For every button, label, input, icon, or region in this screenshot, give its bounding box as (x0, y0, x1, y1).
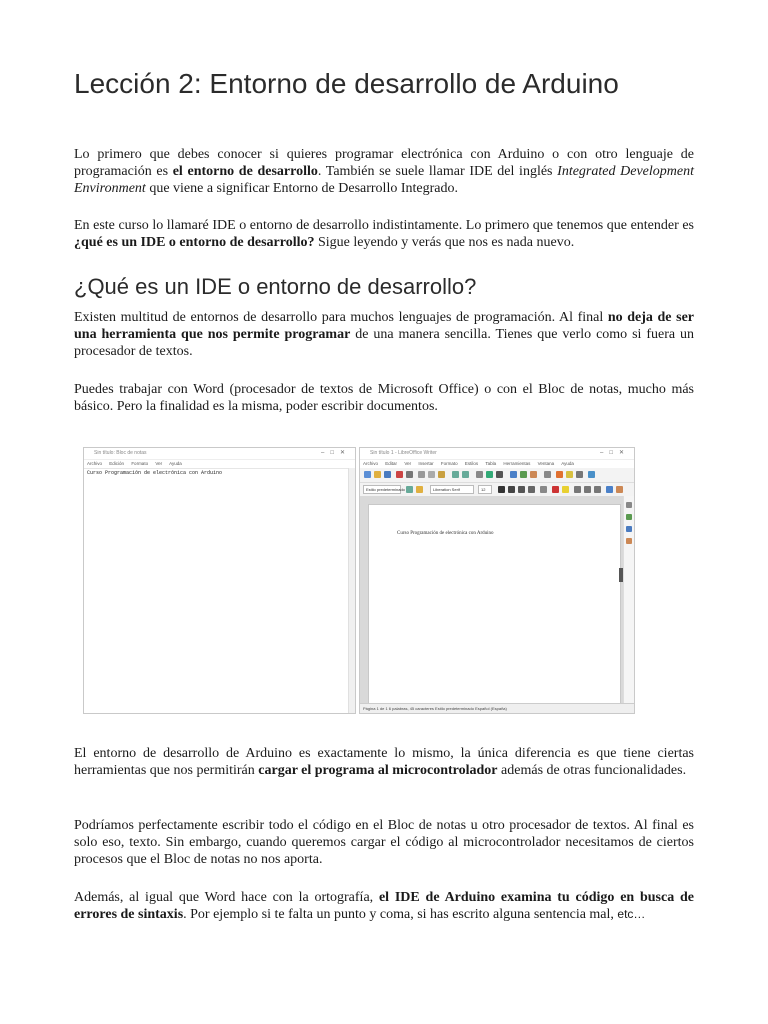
paste-icon (438, 471, 445, 478)
underline-icon (518, 486, 525, 493)
image-icon (520, 471, 527, 478)
menu-archivo: Archivo (87, 461, 103, 466)
document-page-canvas (368, 504, 621, 704)
lesson-title: Lección 2: Entorno de desarrollo de Arduino (74, 68, 619, 99)
text-run: Además, al igual que Word hace con la ortografía, (74, 890, 374, 905)
standard-toolbar (360, 468, 634, 483)
bold-icon (498, 486, 505, 493)
copy-icon (428, 471, 435, 478)
intro-paragraph (74, 146, 694, 197)
menu-formato: Formato (131, 461, 149, 466)
navigator-icon (626, 538, 632, 544)
text-run: En este curso lo llamaré IDE o entorno de desarrollo indistintamente. Lo primero que tenemos que entender es (74, 218, 694, 233)
writer-title: Sin título 1 - LibreOffice Writer (370, 450, 437, 456)
bold-run: cargar el programa al microcontrolador (258, 763, 498, 778)
italic-run: Integrated Development Environment (74, 164, 694, 196)
pdf-icon (396, 471, 403, 478)
text-run: Sigue leyendo y verás que nos es nada nuevo. (317, 235, 575, 250)
menu-ayuda: Ayuda (561, 461, 574, 466)
text-run: de una manera sencilla. Tienes que verlo como si fuera un procesador de textos. (74, 327, 695, 359)
italic-icon (508, 486, 515, 493)
menu-ventana: Ventana (537, 461, 555, 466)
new-style-icon (416, 486, 423, 493)
font-size-box: 12 (478, 485, 492, 494)
comment-icon (566, 471, 573, 478)
align-left-icon (574, 486, 581, 493)
text-run: . También se suele llamar IDE del inglés (317, 164, 553, 179)
syntax-paragraph (74, 889, 694, 923)
formatting-marks-icon (496, 471, 503, 478)
ide-definition-paragraph (74, 309, 694, 360)
text-run: que viene a significar Entorno de Desarrollo Integrado. (149, 181, 458, 196)
paragraph-style-box: Estilo predeterminado (363, 485, 401, 494)
strikethrough-icon (528, 486, 535, 493)
superscript-icon (540, 486, 547, 493)
table-icon (510, 471, 517, 478)
window-controls: –□✕ (600, 450, 630, 456)
styles-icon (626, 514, 632, 520)
writer-menubar (360, 460, 634, 468)
text-run: Lo primero que debes conocer si quieres programar electrónica con Arduino o con otro lenguaje de programación es (74, 147, 694, 179)
open-icon (374, 471, 381, 478)
document-area (360, 496, 624, 704)
bold-run: no deja de ser una herramienta que nos permite programar (74, 310, 694, 342)
notepad-text: Curso Programación de electrónica con Arduino (84, 468, 355, 477)
font-color-icon (552, 486, 559, 493)
word-paragraph: Puedes trabajar con Word (procesador de textos de Microsoft Office) o con el Bloc de notas, mucho más básico. Pero la finalidad es la misma, poder escribir documentos. (74, 382, 694, 414)
menu-ver: Ver (155, 461, 163, 466)
ide-paragraph (74, 217, 694, 251)
notepad-title: Sin título: Bloc de notas (94, 450, 147, 456)
text-run: Existen multitud de entornos de desarrollo para muchos lenguajes de programación. Al final (74, 310, 604, 325)
link-icon (556, 471, 563, 478)
cut-icon (418, 471, 425, 478)
font-name-box: Liberation Serif (430, 485, 474, 494)
notepad-titlebar (84, 448, 355, 460)
field-icon (544, 471, 551, 478)
writer-statusbar: Página 1 de 1 6 palabras, 45 caracteres Estilo predeterminado Español (España) (360, 703, 634, 713)
numbering-icon (616, 486, 623, 493)
editors-screenshot (83, 447, 635, 714)
properties-icon (626, 502, 632, 508)
notepad-paragraph: Podríamos perfectamente escribir todo el código en el Bloc de notas u otro procesador de textos. Al final es solo eso, texto. Sin embargo, cuando queremos cargar el código al microcontrolador necesitamos de ciertos procesos que el Bloc de notas no nos aporta. (74, 818, 694, 867)
chart-icon (530, 471, 537, 478)
spellcheck-icon (486, 471, 493, 478)
notepad-window (83, 447, 356, 714)
gallery-icon (626, 526, 632, 532)
track-changes-icon (576, 471, 583, 478)
menu-editar: Editar (385, 461, 398, 466)
menu-ver: Ver (404, 461, 412, 466)
notepad-menubar (84, 460, 355, 468)
writer-document-text: Curso Programación de electrónica con Arduino (397, 531, 494, 536)
text-run: . Por ejemplo si te falta un punto y coma, si has escrito alguna sentencia mal, (183, 907, 614, 922)
menu-insertar: Insertar (418, 461, 434, 466)
redo-icon (462, 471, 469, 478)
bold-run: ¿qué es un IDE o entorno de desarrollo? (74, 235, 315, 250)
bold-run: el IDE de Arduino examina tu código en busca de errores de sintaxis (74, 890, 695, 922)
menu-archivo: Archivo (363, 461, 379, 466)
new-icon (364, 471, 371, 478)
arduino-ide-paragraph (74, 745, 694, 779)
undo-icon (452, 471, 459, 478)
menu-herramientas: Herramientas (503, 461, 531, 466)
bullets-icon (606, 486, 613, 493)
update-style-icon (406, 486, 413, 493)
section-heading: ¿Qué es un IDE o entorno de desarrollo? (74, 274, 477, 299)
writer-window (359, 447, 635, 714)
etc-text: etc… (617, 907, 646, 921)
writer-titlebar (360, 448, 634, 460)
text-run: además de otras funcionalidades. (501, 763, 687, 778)
writer-sidebar (623, 496, 634, 704)
highlight-icon (562, 486, 569, 493)
text-run: El entorno de desarrollo de Arduino es exactamente lo mismo, la única diferencia es que tiene ciertas herramientas que nos permitirán (74, 746, 694, 778)
save-icon (384, 471, 391, 478)
menu-estilos: Estilos (464, 461, 479, 466)
menu-edicion: Edición (109, 461, 125, 466)
find-icon (476, 471, 483, 478)
menu-tabla: Tabla (485, 461, 497, 466)
align-right-icon (594, 486, 601, 493)
print-icon (406, 471, 413, 478)
window-controls: –□✕ (321, 450, 351, 456)
menu-ayuda: Ayuda (169, 461, 182, 466)
menu-formato: Formato (440, 461, 458, 466)
bold-run: el entorno de desarrollo (172, 164, 318, 179)
notepad-scrollbar (348, 468, 355, 713)
align-center-icon (584, 486, 591, 493)
shapes-icon (588, 471, 595, 478)
